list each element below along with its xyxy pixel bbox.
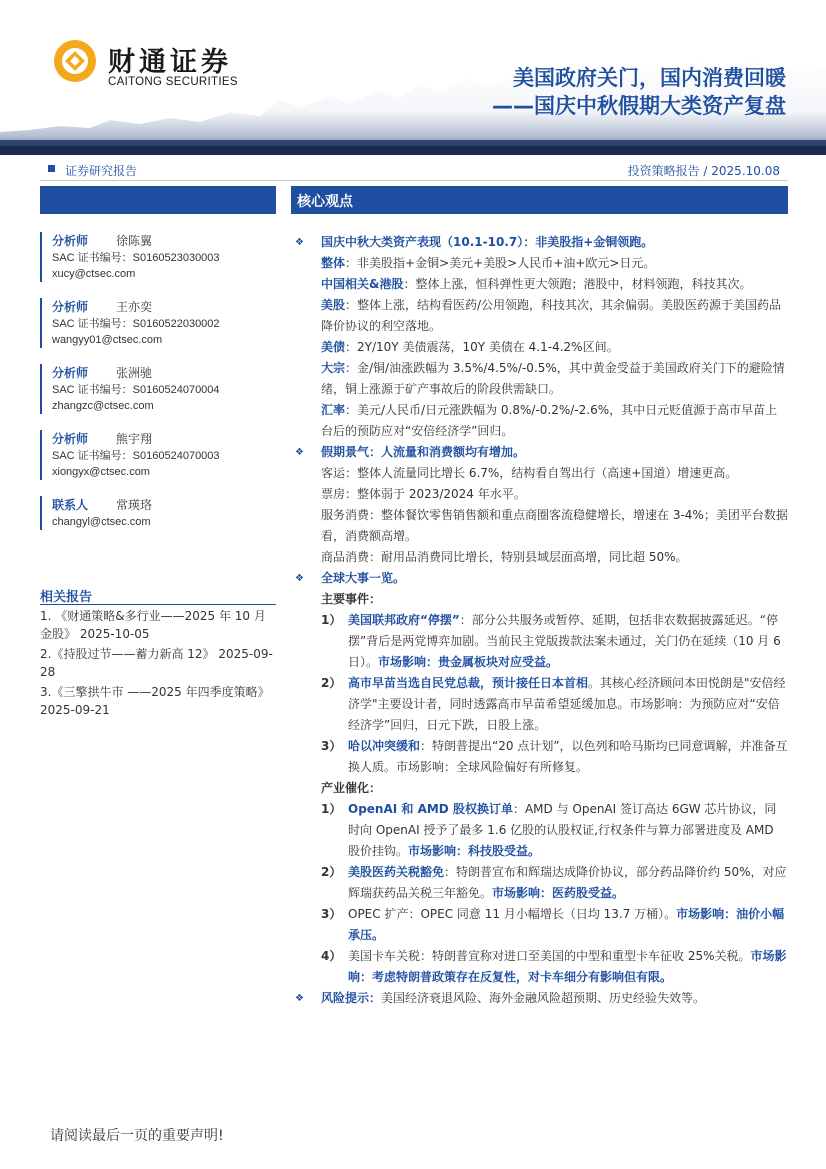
core-view-band [291,186,788,214]
analyst-name: 张洲驰 [116,366,153,380]
analyst-card [40,232,276,282]
industry-item: 1） OpenAI 和 AMD 股权换订单：AMD 与 OpenAI 签订高达 6GW 芯片协议，同时向 OpenAI 授予了最多 1.6 亿股的认股权证,行权条件与算力部署进度及 AMD 股价挂钩。市场影响：科技股受益。 [321,802,777,858]
analyst-role: 分析师 [52,234,89,248]
industry-item: 2） 美股医药关税豁免：特朗普宣布和辉瑞达成降价协议，部分药品降价约 50%，对应辉瑞获药品关税三年豁免。市场影响：医药股受益。 [321,865,787,900]
contact-card [40,496,276,530]
section-holiday-heading: ❖ 假期景气：人流量和消费额均有增加。 [291,442,788,463]
asset-row: 整体：非美股指+金铜>美元+美股>人民币+油+欧元>日元。 [321,256,656,270]
major-event-item: 2） 高市早苗当选自民党总裁，预计接任日本首相。其核心经济顾问本田悦朗是"安倍经济学"主要设计者，同时透露高市早苗希望延缓加息。市场影响：为预防应对“安倍经济学”回归，日元下跌，日股上涨。 [321,676,786,732]
analyst-card [40,298,276,348]
contact-name: 常瑛珞 [116,498,153,512]
analyst-cert: SAC 证书编号：S0160522030002 [52,318,220,330]
analyst-email[interactable]: xucy@ctsec.com [52,268,136,280]
report-title-line1: 美国政府关门，国内消费回暖 [513,66,786,90]
holiday-row: 商品消费：耐用品消费同比增长，特别县域层面高增，同比超 50%。 [321,550,688,564]
section-risk: ❖ 风险提示：美国经济衰退风险、海外金融风险超预期、历史经验失效等。 [291,988,788,1009]
report-header [0,0,826,155]
analyst-role: 分析师 [52,300,89,314]
analyst-card [40,430,276,480]
industry-item: 3） OPEC 扩产：OPEC 同意 11 月小幅增长（日均 13.7 万桶）。市场影响：油价小幅承压。 [321,907,785,942]
square-bullet-icon [48,165,55,172]
major-event-item: 3） 哈以冲突缓和：特朗普提出“20 点计划”，以色列和哈马斯均已同意调解，并准备互换人质。市场影响：全球风险偏好有所修复。 [321,739,788,774]
brand-name-en: CAITONG SECURITIES [108,76,238,88]
report-category: 证券研究报告 [65,164,138,178]
analyst-email[interactable]: xiongyx@ctsec.com [52,466,150,478]
brand-logo [52,38,252,98]
report-type-date: 投资策略报告 / 2025.10.08 [627,164,780,178]
asset-row: 美股：整体上涨，结构看医药/公用领跑，科技其次，其余偏弱。美股医药源于美国药品降价协议的利空落地。 [321,298,782,333]
related-report-item[interactable]: 2.《持股过节——蓄力新高 12》 2025-09-28 [40,647,273,679]
related-reports-list [40,607,276,721]
related-report-item[interactable]: 3.《三擎拱牛市 ——2025 年四季度策略》2025-09-21 [40,685,270,717]
analyst-name: 徐陈翼 [116,234,153,248]
analyst-role: 分析师 [52,366,89,380]
analyst-list [40,232,276,546]
industry-catalyst-label: 产业催化： [321,781,382,795]
section-asset-performance-heading: ❖ 国庆中秋大类资产表现（10.1-10.7）：非美股指+金铜领跑。 [291,232,788,253]
related-report-item[interactable]: 1. 《财通策略&多行业——2025 年 10 月金股》 2025-10-05 [40,609,266,641]
asset-row: 大宗：金/铜/油涨跌幅为 3.5%/4.5%/-0.5%，其中黄金受益于美国政府关门下的避险情绪，铜上涨源于矿产事故后的阶段供需缺口。 [321,361,785,396]
analyst-name: 熊宇翔 [116,432,153,446]
sub-header-bar [40,161,788,181]
analyst-cert: SAC 证书编号：S0160524070004 [52,384,220,396]
related-reports-title: 相关报告 [40,590,93,605]
holiday-row: 服务消费：整体餐饮零售销售额和重点商圈客流稳健增长，增速在 3-4%；美团平台数据看，消费额高增。 [321,508,788,543]
major-events-label: 主要事件： [321,592,382,606]
industry-item: 4） 美国卡车关税：特朗普宣称对进口至美国的中型和重型卡车征收 25%关税。市场影响：考虑特朗普政策存在反复性，对卡车细分有影响但有限。 [321,949,787,984]
disclaimer-footer: 请阅读最后一页的重要声明! [50,1128,224,1144]
brand-name-cn: 财通证券 [108,47,232,78]
analyst-cert: SAC 证书编号：S0160524070003 [52,450,220,462]
analyst-card [40,364,276,414]
caitong-logo-icon [52,38,98,84]
asset-row: 中国相关&港股：整体上涨，恒科弹性更大领跑；港股中，材料领跑，科技其次。 [321,277,752,291]
contact-role: 联系人 [52,498,89,512]
analyst-email[interactable]: wangyy01@ctsec.com [52,334,163,346]
sidebar-header-band [40,186,276,214]
contact-email[interactable]: changyl@ctsec.com [52,516,151,528]
asset-row: 美债：2Y/10Y 美债震荡，10Y 美债在 4.1-4.2%区间。 [321,340,619,354]
holiday-row: 客运：整体人流量同比增长 6.7%，结构看自驾出行（高速+国道）增速更高。 [321,466,738,480]
section-global-events-heading: ❖ 全球大事一览。 [291,568,788,589]
report-title-line2: ——国庆中秋假期大类资产复盘 [492,94,786,118]
related-divider [40,604,276,605]
analyst-email[interactable]: zhangzc@ctsec.com [52,400,154,412]
holiday-row: 票房：整体弱于 2023/2024 年水平。 [321,487,526,501]
analyst-name: 王亦奕 [116,300,153,314]
core-view-content [291,232,788,1009]
core-view-title: 核心观点 [297,194,353,210]
analyst-cert: SAC 证书编号：S0160523030003 [52,252,220,264]
asset-row: 汇率：美元/人民币/日元涨跌幅为 0.8%/-0.2%/-2.6%，其中日元贬值源于高市早苗上台后的预防应对“安倍经济学”回归。 [321,403,778,438]
major-event-item: 1） 美国联邦政府“停摆”：部分公共服务或暂停、延期，包括非农数据披露延迟。“停摆”背后是两党博弈加剧。当前民主党版拨款法案未通过，关门仍在延续（10 月 6 日）。市场影响：贵金属板块对应受益。 [321,613,781,669]
analyst-role: 分析师 [52,432,89,446]
